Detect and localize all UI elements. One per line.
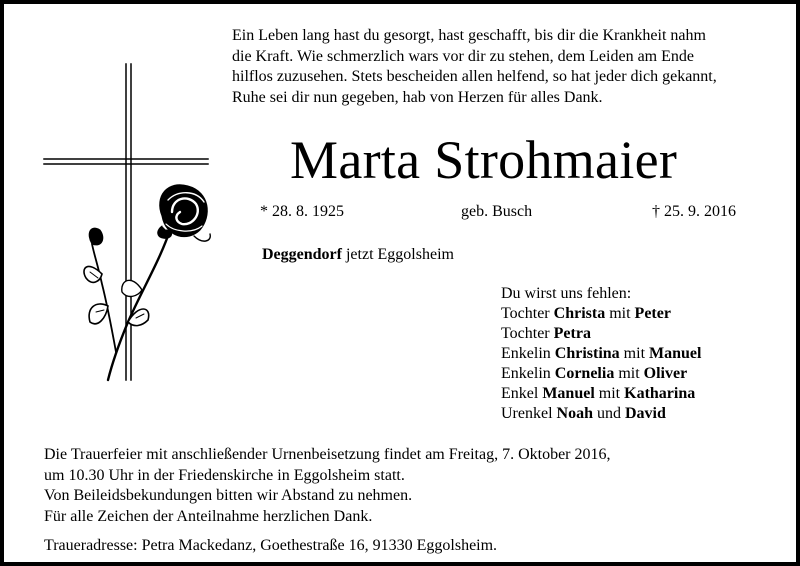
mourner-partner: Oliver	[643, 365, 688, 382]
hometown	[262, 246, 454, 264]
death-date: † 25. 9. 2016	[652, 203, 736, 220]
mourner-line	[501, 364, 701, 384]
hometown-bold: Deggendorf	[262, 246, 342, 263]
mourner-relation: Urenkel	[501, 405, 557, 422]
service-details	[44, 445, 611, 527]
mourner-line	[501, 344, 701, 364]
mourner-line	[501, 384, 701, 404]
mourner-connector: mit	[594, 385, 625, 402]
mourning-address: Traueradresse: Petra Mackedanz, Goethestraße 16, 91330 Eggolsheim.	[44, 537, 498, 554]
hometown-rest: jetzt Eggolsheim	[341, 246, 454, 263]
mourner-name: Christa	[553, 305, 606, 322]
mourner-name: Christina	[554, 345, 620, 362]
mourner-line	[501, 404, 701, 424]
mourner-name: Manuel	[542, 385, 595, 402]
poem-line: hilflos zuzusehen. Stets bescheiden allen helfend, so hat jeder dich gekannt,	[232, 68, 717, 85]
service-line: Für alle Zeichen der Anteilnahme herzlichen Dank.	[44, 507, 373, 525]
poem-line: Ein Leben lang hast du gesorgt, hast geschafft, bis dir die Krankheit nahm	[232, 27, 706, 44]
mourner-name: Cornelia	[554, 365, 615, 382]
mourner-relation: Tochter	[501, 325, 554, 342]
mourner-partner: Peter	[634, 305, 671, 322]
rose-icon	[84, 185, 210, 380]
mourner-relation: Enkel	[501, 385, 543, 402]
mourner-connector: mit	[619, 345, 650, 362]
mourner-connector: und	[592, 405, 625, 422]
mourner-relation: Enkelin	[501, 365, 555, 382]
birth-date: * 28. 8. 1925	[260, 203, 344, 220]
mourners-intro: Du wirst uns fehlen:	[501, 285, 632, 302]
mourner-line	[501, 324, 701, 344]
mourner-partner: Katharina	[624, 385, 696, 402]
mourner-connector: mit	[605, 305, 635, 322]
service-line: Die Trauerfeier mit anschließender Urnenbeisetzung findet am Freitag, 7. Oktober 2016,	[44, 446, 611, 463]
mourner-line	[501, 304, 701, 324]
cross-with-rose-icon	[42, 60, 212, 385]
service-line: um 10.30 Uhr in der Friedenskirche in Eggolsheim statt.	[44, 466, 405, 484]
mourners-list	[501, 284, 701, 424]
service-line: Von Beileidsbekundungen bitten wir Abstand zu nehmen.	[44, 487, 413, 504]
mourner-partner: David	[624, 405, 666, 422]
maiden-name: geb. Busch	[461, 203, 533, 220]
mourner-relation: Enkelin	[501, 345, 555, 362]
poem-line: Ruhe sei dir nun gegeben, hab von Herzen für alles Dank.	[232, 88, 603, 106]
deceased-name: Marta Strohmaier	[290, 130, 678, 190]
mourner-name: Noah	[556, 405, 593, 422]
mourner-relation: Tochter	[501, 305, 554, 322]
mourner-partner: Manuel	[649, 345, 702, 362]
mourner-connector: mit	[614, 365, 644, 382]
mourner-name: Petra	[553, 325, 591, 342]
poem	[232, 26, 792, 108]
poem-line: die Kraft. Wie schmerzlich wars vor dir zu stehen, dem Leiden am Ende	[232, 47, 694, 65]
